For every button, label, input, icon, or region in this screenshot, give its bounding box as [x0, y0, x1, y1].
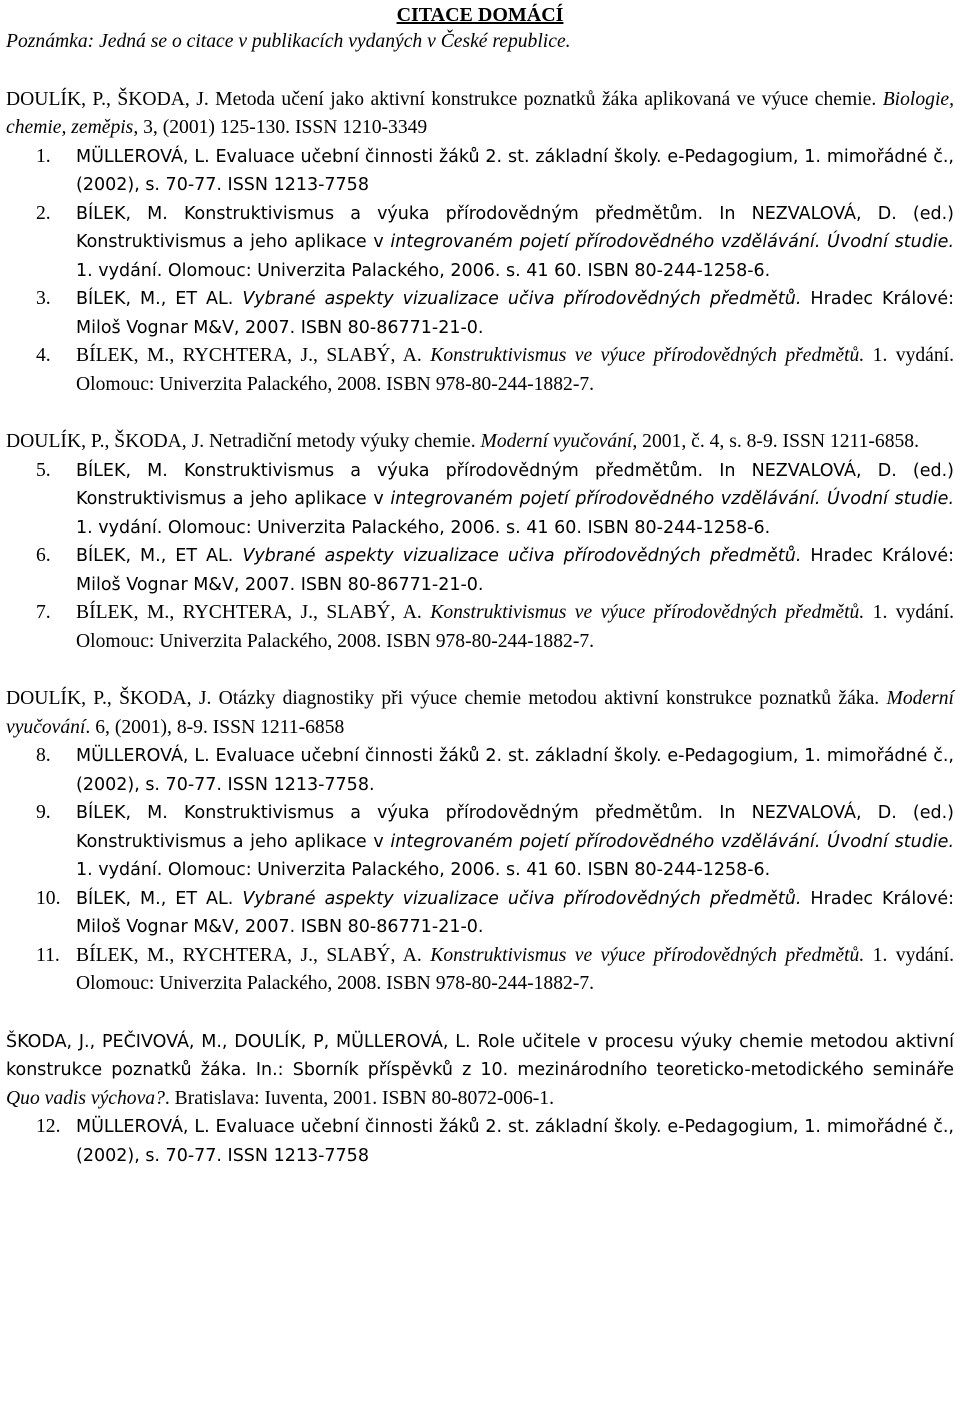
text-segment: Hradec Králové: Miloš Vognar M&V, 2007. ISBN 80-86771-21-0.: [76, 888, 954, 937]
list-item: [6, 799, 954, 885]
document-page: [6, 0, 954, 1170]
text-segment: Konstruktivismus ve výuce přírodovědných předmětů.: [430, 944, 865, 966]
text-segment: BÍLEK, M., RYCHTERA, J., SLABÝ, A.: [76, 944, 431, 966]
text-segment: Vybrané aspekty vizualizace učiva přírodovědných předmětů.: [242, 888, 802, 909]
list-item: [6, 1113, 954, 1170]
list-item: [6, 885, 954, 942]
text-segment: BÍLEK, M., RYCHTERA, J., SLABÝ, A.: [76, 602, 431, 623]
list-item: [6, 599, 954, 656]
list-item: [6, 342, 954, 399]
item-number: 4.: [36, 345, 51, 366]
reference-list: [6, 1113, 954, 1170]
citation-lead: [6, 428, 954, 457]
page-title: CITACE DOMÁCÍ: [396, 4, 564, 26]
item-number: 8.: [36, 745, 51, 766]
list-item: [6, 942, 954, 999]
text-segment: ŠKODA, J., PEČIVOVÁ, M., DOULÍK, P, MÜLLEROVÁ, L. Role učitele v procesu výuky chemie metodou aktivní konstrukce poznatků žáka. In.: Sborník příspěvků z 10. mezinárodního teoreticko-metodického semináře: [6, 1031, 954, 1080]
citation-lead: [6, 1028, 954, 1114]
text-segment: integrovaném pojetí přírodovědného vzdělávání. Úvodní studie.: [390, 232, 955, 252]
citation-block: [6, 1028, 954, 1171]
text-segment: , 2001, č. 4, s. 8-9. ISSN 1211-6858.: [632, 431, 919, 452]
text-segment: 1. vydání. Olomouc: Univerzita Palackého, 2008. ISBN 978-80-244-1882-7.: [76, 944, 954, 994]
reference-list: [6, 457, 954, 657]
citation-lead: [6, 685, 954, 742]
text-segment: Vybrané aspekty vizualizace učiva přírodovědných předmětů.: [242, 289, 802, 309]
list-item: [6, 742, 954, 799]
text-segment: 1. vydání. Olomouc: Univerzita Palackého, 2008. ISBN 978-80-244-1882-7.: [76, 345, 954, 395]
text-segment: . Bratislava: Iuventa, 2001. ISBN 80-8072-006-1.: [164, 1087, 554, 1109]
text-segment: MÜLLEROVÁ, L. Evaluace učební činnosti žáků 2. st. základní školy. e-Pedagogium, 1. mimořádné č., (2002), s. 70-77. ISSN 1213-7758: [76, 146, 954, 195]
citation-block: [6, 685, 954, 1028]
item-number: 9.: [36, 802, 51, 823]
citation-blocks: [6, 86, 954, 1171]
text-segment: 1. vydání. Olomouc: Univerzita Palackého, 2006. s. 41 60. ISBN 80-244-1258-6.: [76, 860, 771, 880]
spacer: [6, 57, 954, 86]
text-segment: BÍLEK, M., ET AL.: [76, 888, 243, 909]
text-segment: DOULÍK, P., ŠKODA, J. Metoda učení jako aktivní konstrukce poznatků žáka aplikovaná ve výuce chemie.: [6, 88, 883, 110]
list-item: [6, 457, 954, 543]
item-number: 2.: [36, 202, 51, 224]
citation-lead: [6, 86, 954, 143]
text-segment: Konstruktivismus ve výuce přírodovědných předmětů.: [430, 602, 865, 623]
text-segment: BÍLEK, M. Konstruktivismus a výuka přírodovědným předmětům. In NEZVALOVÁ, D. (ed.) Konstruktivismus a jeho aplikace v: [76, 203, 954, 252]
text-segment: , 3, (2001) 125-130. ISSN 1210-3349: [133, 117, 428, 138]
text-segment: Biologie, chemie, zeměpis: [6, 88, 954, 138]
text-segment: . 6, (2001), 8-9. ISSN 1211-6858: [85, 716, 345, 738]
item-number: 11.: [36, 944, 60, 966]
citation-block: [6, 428, 954, 685]
text-segment: Vybrané aspekty vizualizace učiva přírodovědných předmětů.: [242, 546, 802, 566]
text-segment: DOULÍK, P., ŠKODA, J. Netradiční metody výuky chemie.: [6, 431, 481, 452]
spacer: [6, 999, 954, 1028]
list-item: [6, 200, 954, 286]
item-number: 12.: [36, 1116, 61, 1137]
text-segment: Konstruktivismus ve výuce přírodovědných předmětů.: [430, 345, 865, 366]
list-item: [6, 285, 954, 342]
item-number: 10.: [36, 887, 61, 909]
text-segment: BÍLEK, M., ET AL.: [76, 289, 243, 309]
text-segment: Quo vadis výchova?: [6, 1087, 165, 1109]
item-number: 3.: [36, 288, 51, 309]
item-number: 6.: [36, 545, 51, 566]
item-number: 5.: [36, 459, 51, 481]
text-segment: integrovaném pojetí přírodovědného vzdělávání. Úvodní studie.: [390, 489, 955, 509]
item-number: 1.: [36, 145, 51, 167]
list-item: [6, 542, 954, 599]
reference-list: [6, 742, 954, 999]
spacer: [6, 656, 954, 685]
text-segment: BÍLEK, M., RYCHTERA, J., SLABÝ, A.: [76, 345, 431, 366]
text-segment: 1. vydání. Olomouc: Univerzita Palackého, 2006. s. 41 60. ISBN 80-244-1258-6.: [76, 517, 771, 538]
note: Poznámka: Jedná se o citace v publikacích vydaných v České republice.: [6, 31, 571, 52]
text-segment: BÍLEK, M. Konstruktivismus a výuka přírodovědným předmětům. In NEZVALOVÁ, D. (ed.) Konstruktivismus a jeho aplikace v: [76, 460, 954, 509]
text-segment: Hradec Králové: Miloš Vognar M&V, 2007. ISBN 80-86771-21-0.: [76, 546, 954, 595]
spacer: [6, 399, 954, 428]
list-item: [6, 143, 954, 200]
text-segment: Moderní vyučování: [480, 431, 633, 452]
item-number: 7.: [36, 602, 51, 623]
text-segment: BÍLEK, M., ET AL.: [76, 546, 243, 566]
citation-block: [6, 86, 954, 429]
reference-list: [6, 143, 954, 400]
text-segment: MÜLLEROVÁ, L. Evaluace učební činnosti žáků 2. st. základní školy. e-Pedagogium, 1. mimořádné č., (2002), s. 70-77. ISSN 1213-7758.: [76, 746, 954, 795]
text-segment: 1. vydání. Olomouc: Univerzita Palackého, 2006. s. 41 60. ISBN 80-244-1258-6.: [76, 260, 771, 281]
text-segment: BÍLEK, M. Konstruktivismus a výuka přírodovědným předmětům. In NEZVALOVÁ, D. (ed.) Konstruktivismus a jeho aplikace v: [76, 803, 954, 852]
text-segment: MÜLLEROVÁ, L. Evaluace učební činnosti žáků 2. st. základní školy. e-Pedagogium, 1. mimořádné č., (2002), s. 70-77. ISSN 1213-7758: [76, 1117, 954, 1166]
text-segment: Moderní vyučování: [6, 688, 954, 738]
text-segment: DOULÍK, P., ŠKODA, J. Otázky diagnostiky při výuce chemie metodou aktivní konstrukce poznatků žáka.: [6, 688, 887, 709]
text-segment: integrovaném pojetí přírodovědného vzdělávání. Úvodní studie.: [390, 831, 955, 852]
text-segment: Hradec Králové: Miloš Vognar M&V, 2007. ISBN 80-86771-21-0.: [76, 289, 954, 338]
text-segment: 1. vydání. Olomouc: Univerzita Palackého, 2008. ISBN 978-80-244-1882-7.: [76, 602, 954, 652]
